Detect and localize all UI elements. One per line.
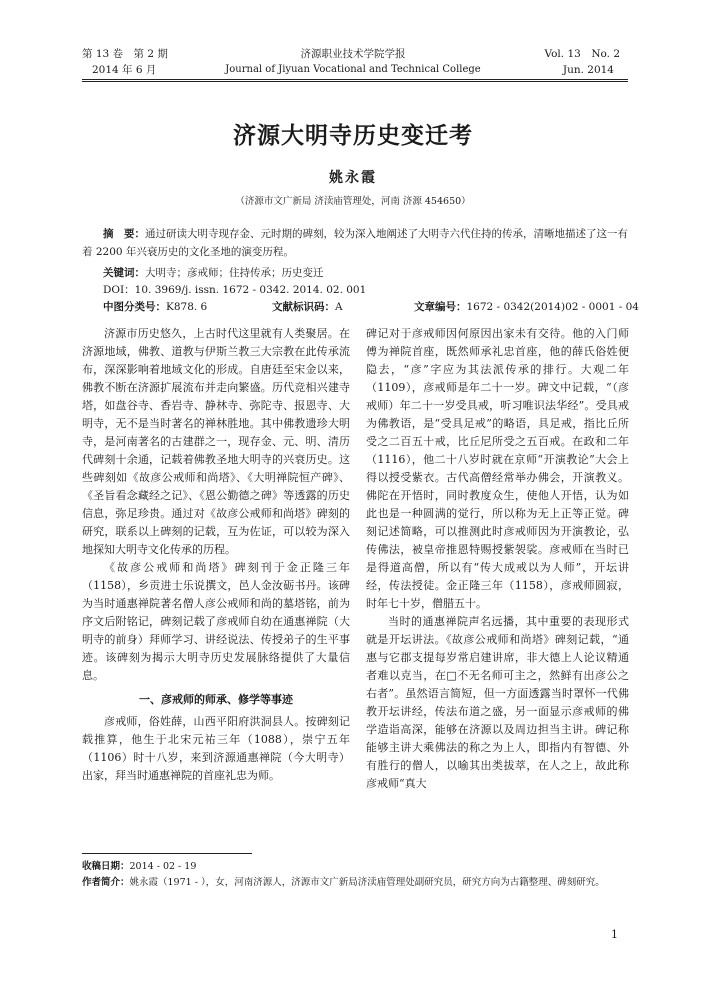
body-paragraph: 济源市历史悠久，上古时代这里就有人类聚居。在济源地域，佛教、道教与伊斯兰教三大宗教在此传承流布，深深影响着地域文化的形成。自唐廷至宋金以来，佛教不断在济源扩展流布并走向繁盛。历代竞相兴建寺塔，如盘谷寺、香岩寺、静林寺、弥陀寺、报恩寺、大明寺，无不是当时著名的禅林胜地。其中佛教遗珍大明寺，是河南著名的古建群之一，现存金、元、明、清历代碑刻十余通，记载着佛教圣地大明寺的兴衰历史。这些碑刻如《故彦公戒师和尚塔》、《大明禅院恒产碑》、《圣旨看念藏经之记》、《恩公勤德之碑》等透露的历史信息，弥足珍贵。通过对《故彦公戒师和尚塔》碑刻的研究，联系以上碑刻的记载，互为佐证，可以较为深入地探知大明寺文化传承的历程。	[82, 327, 350, 556]
doc-code-value: A	[335, 301, 343, 313]
header-rule	[82, 79, 628, 80]
article-author: 姚永霞	[329, 170, 377, 186]
keywords-text: 大明寺；彦戒师；住持传承；历史变迁	[145, 267, 324, 279]
body-paragraph: 碑记对于彦戒师因何原因出家未有交待。他的入门师傅为禅院首座，既然师承礼忠首座，他的薛氏俗姓便隐去，“彦”字应为其法派传承的排行。大观二年（1109），彦戒师是年二十一岁。碑文中记载，“（彦戒师）年二十一岁受具戒，听习唯识法华经”。受具戒为佛教语，是“受具足戒”的略语，具足戒，指比丘所受之二百五十戒，比丘尼所受之五百戒。在政和二年（1116），他二十八岁时就在京师“开演教论”大会上得以授受紫衣。古代高僧经常举办佛会，开演教义。佛陀在开悟时，同时教度众生，使他人开悟，认为如此也是一种圆满的觉行，所以称为无上正等正觉。碑刻记述简略，可以推测此时彦戒师因为开演教论，弘传佛法，被皇帝推恩特赐授紫袈裟。彦戒师在当时已是得道高僧，所以有“传大成戒以为人师”，开坛讲经，传法授徒。金正隆三年（1158），彦戒师圆寂，时年七十岁，僧腊五十。	[366, 327, 629, 610]
header-journal-en: Journal of Jiyuan Vocational and Technical College	[225, 64, 481, 75]
article-number-value: 1672 - 0342(2014)02 - 0001 - 04	[466, 301, 639, 313]
article-number	[414, 299, 639, 315]
header-date: 2014 年 6 月	[92, 64, 157, 76]
article-affiliation: （济源市文广新局 济渎庙管理处，河南 济源 454650）	[235, 196, 471, 207]
abstract-text: 通过研读大明寺现存金、元时期的碑刻，较为深入地阐述了大明寺六代住持的传承，清晰地描述了这一有着 2200 年兴衰历史的文化圣地的演变历程。	[82, 228, 628, 258]
header-rule-2	[82, 81, 628, 82]
clc-number	[103, 299, 207, 315]
bio-label: 作者简介：	[82, 877, 130, 888]
bio-text: 姚永霞（1971 - ），女，河南济源人，济源市文广新局济渎庙管理处副研究员，研究方向为古籍整理、碑刻研究。	[129, 877, 605, 888]
clc-value: K878. 6	[166, 301, 208, 313]
footnote-rule	[82, 853, 252, 854]
author-bio	[82, 875, 630, 891]
body-right-column	[366, 325, 629, 793]
abstract-label: 摘 要：	[103, 228, 145, 240]
received-value: 2014 - 02 - 19	[129, 861, 197, 872]
article-title: 济源大明寺历史变迁考	[233, 122, 473, 149]
doi: DOI：10. 3969/j. issn. 1672 - 0342. 2014. 02. 001	[103, 284, 367, 296]
received-date	[82, 859, 630, 875]
abstract	[82, 225, 630, 261]
body-left-column	[82, 325, 350, 785]
footnote	[82, 859, 630, 891]
page-number: 1	[611, 928, 618, 941]
keywords-label: 关键词：	[103, 267, 145, 279]
header-volume-en: Vol. 13 No. 2	[544, 48, 620, 60]
doc-code	[272, 299, 343, 315]
received-label: 收稿日期：	[82, 861, 130, 872]
section-heading: 一、彦戒师的师承、修学等事迹	[139, 693, 293, 706]
header-date-en: Jun. 2014	[562, 64, 614, 76]
header-journal-cn: 济源职业技术学院学报	[300, 48, 406, 60]
body-paragraph: 《故彦公戒师和尚塔》碑刻刊于金正隆三年（1158），乡贡进士乐说撰文，邑人金汝砺书丹。该碑为当时通惠禅院著名僧人彦公戒师和尚的墓塔铭，前为序文后附铭记，碑刻记载了彦戒师自幼在通惠禅院（大明寺的前身）拜师学习、讲经说法、传授弟子的生平事迹。该碑刻为揭示大明寺历史发展脉络提供了大量信息。	[82, 561, 350, 682]
article-number-label: 文章编号：	[414, 301, 467, 313]
clc-label: 中图分类号：	[103, 301, 166, 313]
body-paragraph: 当时的通惠禅院声名远播，其中重要的表现形式就是开坛讲法。《故彦公戒师和尚塔》碑刻记载，“通惠与它郡支提每岁常启建讲席，非大德上人论议精通者难以克当，在□不无名师可主之，然鲜有出彦公之右者”。虽然语言简短，但一方面透露当时罩怀一代佛教开坛讲经，传法布道之盛，另一面显示彦戒师的佛学造诣高深，能够在济源以及周边担当主讲。碑记称能够主讲大乘佛法的称之为上人，即指内有智德、外有胜行的僧人，以喻其出类拔萃，在人之上，故此称彦戒师“真大	[366, 615, 629, 790]
header-volume: 第 13 卷 第 2 期	[82, 48, 168, 60]
body-paragraph: 彦戒师，俗姓薛，山西平阳府洪洞县人。按碑刻记载推算，他生于北宋元祐三年（1088），崇宁五年（1106）时十八岁，来到济源通惠禅院（今大明寺）出家，拜当时通惠禅院的首座礼忠为师。	[82, 715, 350, 782]
doc-code-label: 文献标识码：	[272, 301, 335, 313]
keywords	[103, 265, 324, 281]
